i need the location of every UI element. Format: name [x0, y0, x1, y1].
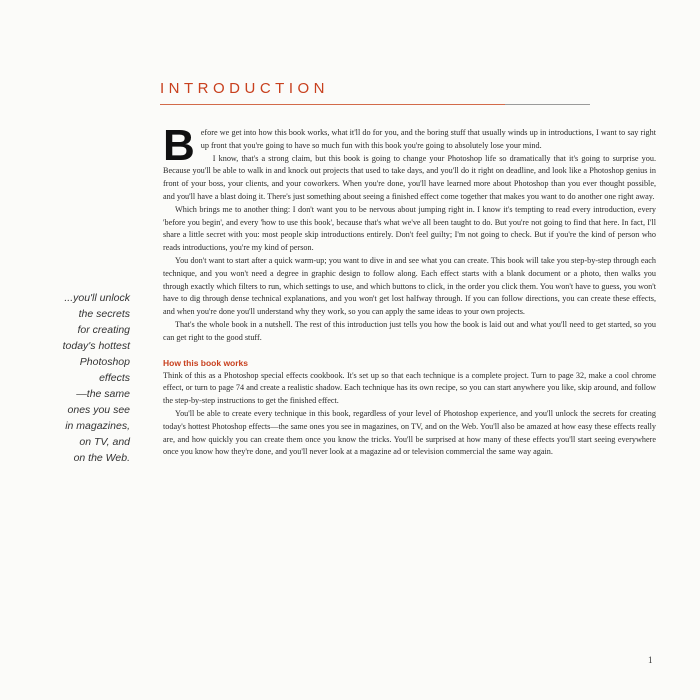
pullquote-line: today's hottest	[62, 340, 130, 352]
page-number: 1	[648, 655, 653, 665]
pullquote-line: on TV, and	[79, 436, 130, 448]
pullquote-line: Photoshop	[79, 356, 130, 368]
pullquote-line: —the same	[76, 388, 130, 400]
section-paragraph: You'll be able to create every technique in this book, regardless of your level of Photoshop experience, and you'll unlock the secrets for creating today's hottest Photoshop effects—the same ones you see in magazines, on TV, and on the Web. You'll also be amazed at how easy these effects really are, and how quickly you can create them once you know the tricks. You'll be surprised at how many of these effects you'll start seeing everywhere once you know how they're done, and you'll never look at a magazine ad or television commercial the same way again.	[163, 408, 656, 457]
intro-paragraph: I know, that's a strong claim, but this book is going to change your Photoshop life so dramatically that it's going to surprise you. Because you'll be able to walk in and knock out projects that used to take days, and you'll do it right on deadline, and look like a Photoshop genius in front of your boss, your clients, and your coworkers. When you're done, you'll have learned more about Photoshop than you ever thought possible, and you'll have a blast doing it. There's just something about seeing a finished effect come together that makes you want to do another one right away.	[163, 153, 656, 201]
title-rule-accent	[160, 104, 505, 105]
pullquote-line: the secrets	[78, 308, 130, 320]
section-heading: How this book works	[163, 357, 249, 368]
pullquote	[40, 290, 130, 466]
title-rule-gray	[505, 104, 590, 105]
body-text	[163, 121, 656, 459]
pullquote-line: in magazines,	[65, 420, 130, 432]
intro-paragraph: That's the whole book in a nutshell. The rest of this introduction just tells you how the book is laid out and what you'll need to get started, so you can get right to the good stuff.	[163, 319, 656, 342]
pullquote-line: on the Web.	[73, 452, 130, 464]
chapter-title: INTRODUCTION	[160, 80, 329, 97]
pullquote-line: for creating	[77, 324, 130, 336]
intro-paragraph-1	[163, 121, 656, 170]
drop-cap: B	[163, 121, 195, 170]
intro-paragraph: You don't want to start after a quick warm-up; you want to dive in and see what you can create. This book will take you step-by-step through each technique, and you won't need a degree in graphic design to follow along. Each effect starts with a blank document or a photo, then walks you through exactly which filters to run, which settings to use, and which buttons to click, in the order you click them. You won't have to guess, you won't have to dig through dense technical explanations, and you won't get lost halfway through. If you can follow directions, you can create these effects, and when you're done you'll understand why they work, so you can apply the same ideas to your own projects.	[163, 255, 656, 317]
intro-paragraph: Which brings me to another thing: I don't want you to be nervous about jumping right in. I know it's tempting to read every introduction, every 'before you begin', and every 'how to use this book', because that's what we've all been taught to do. But you're not going to find that here. In fact, I'll share a little secret with you: most people skip introductions entirely. Don't feel guilty; I'm not going to check. But if you're the kind of person who reads introductions, you're my kind of person.	[163, 204, 656, 253]
pullquote-line: ...you'll unlock	[64, 292, 130, 304]
section-paragraph: Think of this as a Photoshop special effects cookbook. It's set up so that each technique is a complete project. Turn to page 32, make a cool chrome effect, or turn to page 74 and create a realistic shadow. Each technique has its own recipe, so you can start anywhere you like, skip around, and follow the step-by-step instructions to get the finished effect.	[163, 370, 656, 406]
pullquote-line: effects	[99, 372, 130, 384]
intro-paragraph-1-text: efore we get into how this book works, what it'll do for you, and the boring stuff that usually winds up in introductions, I want to say right up front that you're going to have so much fun with this book you're going to absolutely lose your mind.	[200, 128, 656, 150]
pullquote-line: ones you see	[67, 404, 130, 416]
